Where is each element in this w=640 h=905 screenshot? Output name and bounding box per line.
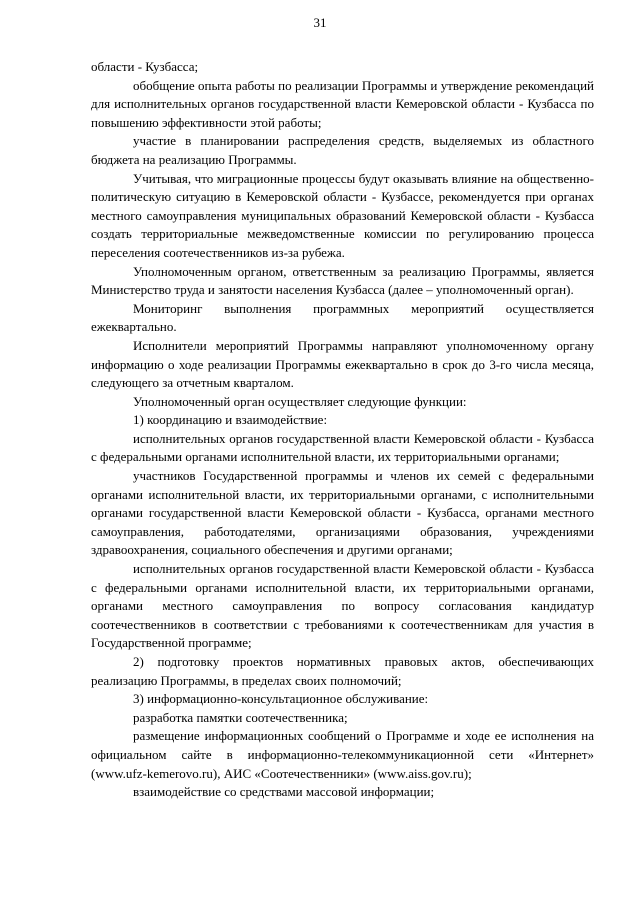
- paragraph: исполнительных органов государственной власти Кемеровской области - Кузбасса с федеральными органами исполнительной власти, их территориальными органами;: [91, 430, 594, 465]
- paragraph: участие в планировании распределения средств, выделяемых из областного бюджета на реализацию Программы.: [91, 133, 594, 167]
- paragraph: Исполнители мероприятий Программы направляют уполномоченному органу информацию о ходе реализации Программы ежеквартально в срок до 3-го числа месяца, следующего за отчетным кварталом.: [91, 337, 594, 391]
- paragraph: 2) подготовку проектов нормативных правовых актов, обеспечивающих реализацию Программы, в пределах своих полномочий;: [91, 654, 594, 688]
- paragraph: обобщение опыта работы по реализации Программы и утверждение рекомендаций для исполнительных органов государственной власти Кемеровской области - Кузбасса по повышению эффективности этой работы;: [91, 77, 594, 130]
- paragraph: Уполномоченным органом, ответственным за реализацию Программы, является Министерство труда и занятости населения Кузбасса (далее – уполномоченный орган).: [91, 263, 594, 298]
- paragraph: разработка памятки соотечественника;: [133, 709, 348, 725]
- page-number: 31: [313, 15, 327, 30]
- document-body: [91, 58, 594, 802]
- paragraph: исполнительных органов государственной власти Кемеровской области - Кузбасса с федеральными органами исполнительной власти, их территориальными органами, органами местного самоуправления по вопросу согласования кандидатур соотечественников в соответствии с требованиями к соотечественникам для участия в Государственной программе;: [91, 561, 594, 651]
- paragraph: 1) координацию и взаимодействие:: [133, 412, 328, 428]
- paragraph: области - Кузбасса;: [91, 59, 199, 74]
- paragraph: размещение информационных сообщений о Программе и ходе ее исполнения на официальном сайте в информационно-телекоммуникационной сети «Интернет» (www.ufz-kemerovo.ru), АИС «Соотечественники» (www.aiss.gov.ru);: [91, 728, 594, 781]
- paragraph: участников Государственной программы и членов их семей с федеральными органами исполнительной власти, их территориальными органами, с исполнительными органами государственной власти Кемеровской области - Кузбасса, органами местного самоуправления, работодателями, организациями образования, учреждениями здравоохранения, социального обеспечения и другими органами;: [91, 468, 594, 558]
- paragraph: Уполномоченный орган осуществляет следующие функции:: [133, 393, 467, 409]
- paragraph: Мониторинг выполнения программных мероприятий осуществляется ежеквартально.: [91, 300, 594, 335]
- paragraph: взаимодействие со средствами массовой информации;: [133, 784, 435, 800]
- paragraph: 3) информационно-консультационное обслуживание:: [133, 691, 429, 707]
- paragraph: Учитывая, что миграционные процессы будут оказывать влияние на общественно-политическую ситуацию в Кемеровской области - Кузбассе, рекомендуется при органах местного самоуправления муниципальных образований Кемеровской области - Кузбасса создать территориальные межведомственные комиссии по регулированию процесса переселения соотечественников из-за рубежа.: [91, 170, 594, 260]
